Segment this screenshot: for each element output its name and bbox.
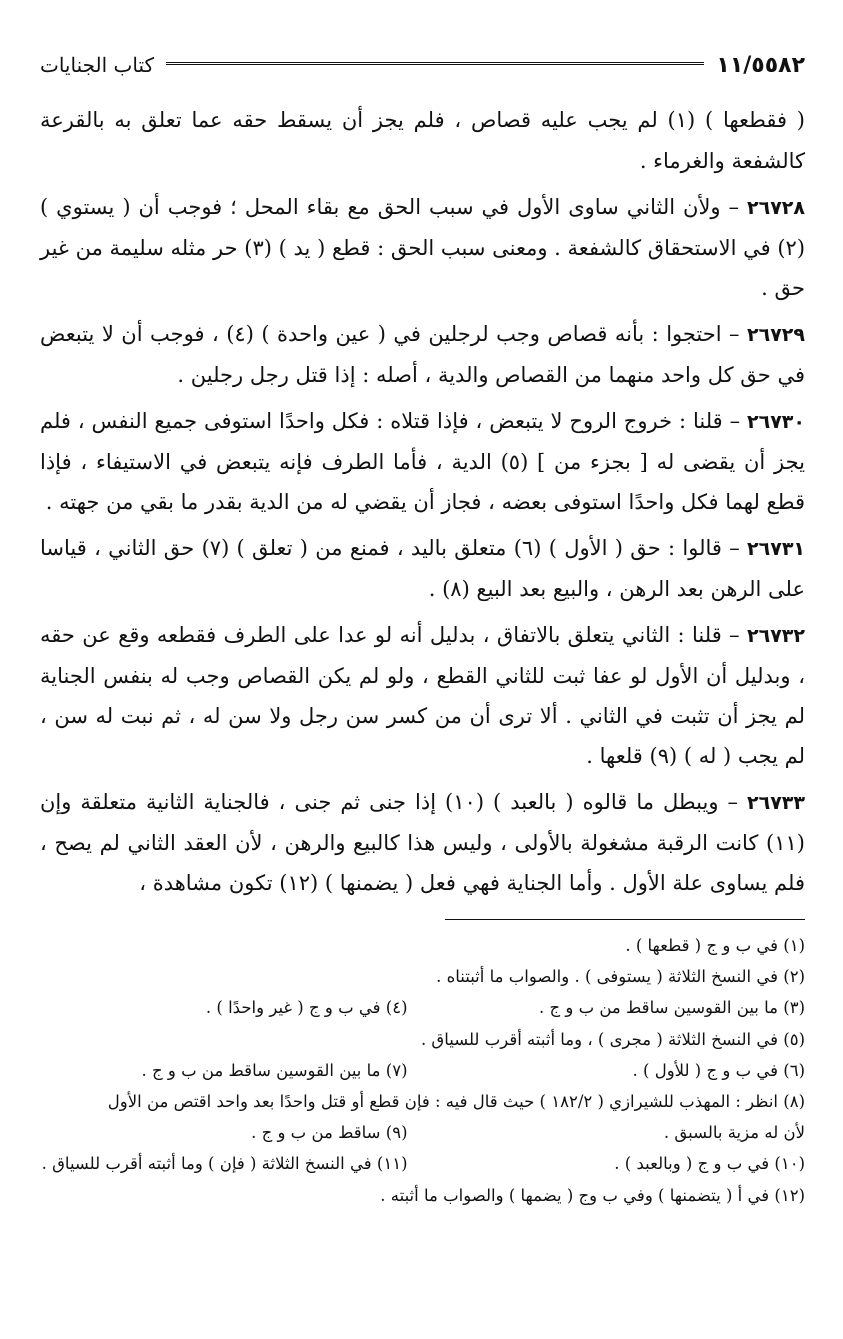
paragraph [40,528,805,609]
paragraph [40,782,805,903]
page-header [40,40,805,90]
paragraph [40,187,805,308]
footnote: (٧) ما بين القوسين ساقط من ب و ج . [141,1060,408,1080]
paragraph-number: ٢٦٧٣١ [747,538,806,560]
paragraph-text: – ويبطل ما قالوه ( بالعبد ) (١٠) إذا جنى ثم جنى ، فالجناية الثانية متعلقة وإن (١١) كانت الرقبة مشغولة بالأولى ، وليس هذا كالبيع والرهن ، لأن العقد الثاني لم يصح ، فلم يساوى علة الأول . وأما الجناية فهي فعل ( يضمنها ) (١٢) تكون مشاهدة ، [40,790,805,895]
paragraph [40,100,805,181]
header-rule [166,62,704,68]
paragraph-text: – قلنا : خروج الروح لا يتبعض ، فإذا قتلاه : فكل واحدًا استوفى جميع النفس ، فلم يجز أن يقضى له [ بجزء من ] (٥) الدية ، فأما الطرف فإنه يتبعض في الاستيفاء ، فإذا قطع لهما فكل واحدًا استوفى بعضه ، فجاز أن يقضي له من الدية بقدر ما بقي من جهته . [40,409,805,514]
footnote: (١) في ب و ج ( قطعها ) . [625,936,805,955]
footnote: (٤) في ب و ج ( غير واحدًا ) . [205,998,408,1018]
paragraph-number: ٢٦٧٢٩ [747,324,805,346]
footnote-row [40,1117,805,1148]
footnotes [40,930,805,1211]
paragraph [40,615,805,776]
footnote: (٢) في النسخ الثلاثة ( يستوفى ) . والصواب ما أثبتناه . [436,967,805,987]
footnote: (٩) ساقط من ب و ج . [251,1123,408,1143]
footnote-separator [445,919,805,920]
footnote-row [40,992,805,1023]
paragraph-text: – قالوا : حق ( الأول ) (٦) متعلق باليد ، فمنع من ( تعلق ) (٧) حق الثاني ، قياسا على الرهن بعد الرهن ، والبيع بعد البيع (٨) . [40,536,805,601]
footnote-row [40,1055,805,1086]
paragraph-text: ( فقطعها ) (١) لم يجب عليه قصاص ، فلم يجز أن يسقط حقه عما تعلق به بالقرعة كالشفعة والغرماء . [40,108,806,173]
footnote: (١١) في النسخ الثلاثة ( فإن ) وما أثبته أقرب للسياق . [41,1154,408,1174]
paragraph-text: – قلنا : الثاني يتعلق بالاتفاق ، بدليل أنه لو عدا على الطرف فقطعه وقع عن حقه ، وبدليل أن الأول لو عفا ثبت للثاني القطع ، ولو لم يكن القصاص وجب له بنفس الجناية لم يجز أن تثبت في الثاني . ألا ترى أن من كسر سن رجل ولا سن له ، ثم نبت له سن ، لم يجب ( له ) (٩) قلعها . [40,623,805,768]
book-title: كتاب الجنايات [40,53,155,77]
main-text [40,100,805,903]
page-number: ١١/٥٥٨٢ [716,52,805,78]
paragraph [40,401,805,522]
footnote: (١٠) في ب و ج ( وبالعبد ) . [614,1154,805,1174]
paragraph-text: – احتجوا : بأنه قصاص وجب لرجلين في ( عين واحدة ) (٤) ، فوجب أن لا يتبعض في حق كل واحد منهما من القصاص والدية ، أصله : إذا قتل رجل رجلين . [40,322,805,387]
paragraph-number: ٢٦٧٣٢ [747,625,805,647]
footnote: (٦) في ب و ج ( للأول ) . [632,1060,805,1080]
footnote: (١٢) في أ ( يتضمنها ) وفي ب وج ( يضمها ) والصواب ما أثبته . [380,1185,805,1205]
footnote: (٣) ما بين القوسين ساقط من ب و ج . [539,998,805,1018]
paragraph-text: – ولأن الثاني ساوى الأول في سبب الحق مع بقاء المحل ؛ فوجب أن ( يستوي ) (٢) في الاستحقاق كالشفعة . ومعنى سبب الحق : قطع ( يد ) (٣) حر مثله سليمة من غير حق . [40,195,806,300]
paragraph [40,314,805,395]
paragraph-number: ٢٦٧٢٨ [747,197,805,219]
paragraph-number: ٢٦٧٣٣ [747,792,805,814]
paragraph-number: ٢٦٧٣٠ [747,411,805,433]
footnote-row [40,1148,805,1179]
footnote: (٥) في النسخ الثلاثة ( مجرى ) ، وما أثبته أقرب للسياق . [420,1029,805,1049]
footnote-continuation: لأن له مزية بالسبق . [663,1123,805,1143]
footnote: (٨) انظر : المهذب للشيرازي ( ١٨٢/٢ ) حيث قال فيه : فإن قطع أو قتل واحدًا بعد واحد اقتص من الأول [107,1092,805,1112]
